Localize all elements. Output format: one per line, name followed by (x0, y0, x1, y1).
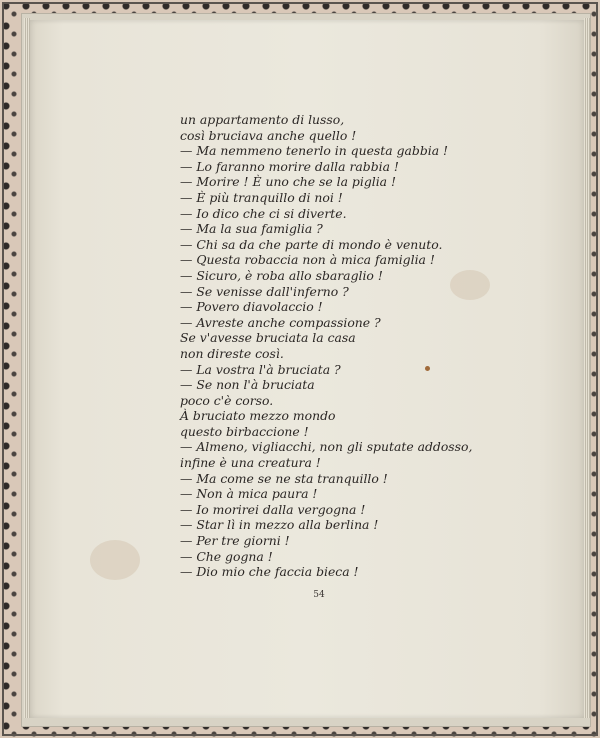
text-line: — Che gogna ! (180, 548, 273, 564)
text-line: — Almeno, vigliacchi, non gli sputate addosso, (180, 439, 473, 455)
text-line: Se v'avesse bruciata la casa (180, 330, 356, 346)
text-line: questo birbaccione ! (180, 423, 309, 439)
text-line: — Morire ! È uno che se la piglia ! (180, 174, 396, 190)
text-line: infine è una creatura ! (180, 455, 321, 471)
text-line: — Per tre giorni ! (180, 533, 290, 549)
book-page (30, 20, 584, 718)
text-line: un appartamento di lusso, (180, 112, 345, 127)
text-line: — Ma la sua famiglia ? (180, 221, 323, 237)
text-line: così bruciava anche quello ! (180, 127, 357, 143)
text-line: — Se venisse dall'inferno ? (180, 283, 349, 299)
text-line: À bruciato mezzo mondo (180, 408, 336, 424)
text-line: — Avreste anche compassione ? (180, 314, 381, 330)
text-line: — Ma nemmeno tenerlo in questa gabbia ! (180, 143, 449, 159)
text-line: poco c'è corso. (180, 392, 274, 408)
page-edge-right (584, 18, 590, 718)
text-line: non direste così. (180, 345, 284, 361)
text-line: — Dio mio che faccia bieca ! (180, 564, 359, 580)
text-line: — Non à mica paura ! (180, 486, 318, 502)
text-line: — Io dico che ci si diverte. (180, 205, 347, 221)
text-line: — Se non l'à bruciata (180, 377, 315, 393)
text-line: — Povero diavolaccio ! (180, 299, 323, 315)
text-line: — La vostra l'à bruciata ? (180, 361, 341, 377)
text-line: — Io morirei dalla vergogna ! (180, 501, 366, 517)
text-line: — Ma come se ne sta tranquillo ! (180, 470, 388, 486)
text-line: — È più tranquillo di noi ! (180, 189, 343, 205)
text-line: — Lo faranno morire dalla rabbia ! (180, 158, 399, 174)
paper-stain (90, 540, 140, 580)
ink-spot (425, 366, 430, 371)
text-line: — Questa robaccia non à mica famiglia ! (180, 252, 435, 268)
text-line: — Sicuro, è roba allo sbaraglio ! (180, 267, 383, 283)
poem-text (180, 112, 490, 580)
page-number: 54 (313, 590, 325, 600)
text-line: — Star lì in mezzo alla berlina ! (180, 517, 379, 533)
text-line: — Chi sa da che parte di mondo è venuto. (180, 236, 443, 252)
